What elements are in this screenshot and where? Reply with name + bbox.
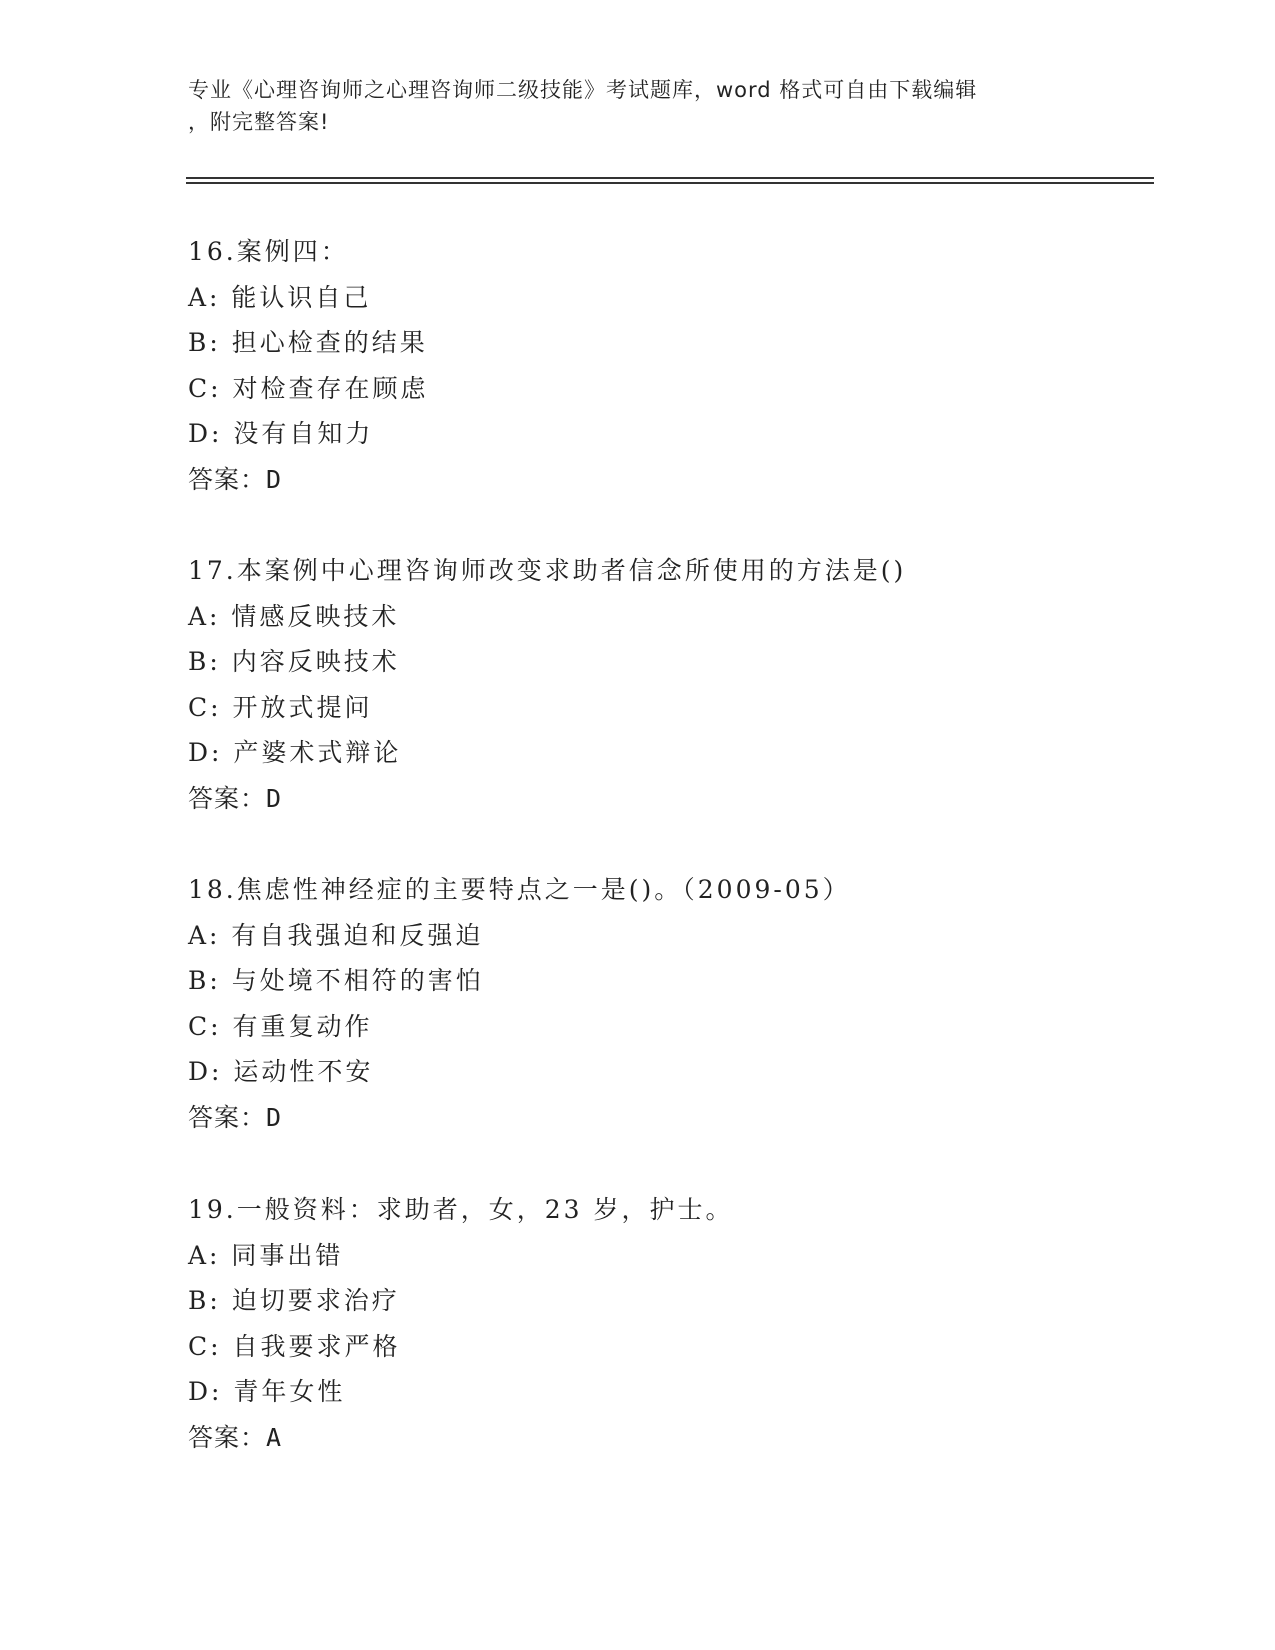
- answer-line: [188, 457, 1188, 503]
- option-a: A: 能认识自己: [188, 282, 372, 312]
- question-stem: 19.一般资料：求助者，女，23 岁，护士。: [188, 1195, 734, 1224]
- question-stem: 16.案例四：: [188, 237, 349, 266]
- option-c: C: 自我要求严格: [188, 1331, 401, 1361]
- option-a: A: 情感反映技术: [188, 601, 400, 631]
- option-b: B: 迫切要求治疗: [188, 1286, 400, 1316]
- option-d: D: 青年女性: [188, 1377, 346, 1407]
- header-line-2: ，附完整答案!: [188, 110, 330, 134]
- question-16: [188, 229, 1188, 503]
- answer-label: 答案：: [188, 1422, 267, 1452]
- option-c: C: 对检查存在顾虑: [188, 373, 429, 403]
- option-b: B: 担心检查的结果: [188, 328, 428, 358]
- answer-value: A: [266, 1422, 283, 1452]
- answer-line: [188, 1095, 1188, 1141]
- option-d: D: 没有自知力: [188, 419, 374, 449]
- question-18: [188, 867, 1188, 1141]
- option-a: A: 同事出错: [188, 1240, 344, 1270]
- answer-line: [188, 1415, 1188, 1461]
- answer-value: D: [266, 1102, 283, 1132]
- option-b: B: 内容反映技术: [188, 647, 400, 677]
- option-d: D: 产婆术式辩论: [188, 738, 402, 768]
- option-c: C: 有重复动作: [188, 1011, 373, 1041]
- question-19: [188, 1187, 1188, 1461]
- question-stem: 17.本案例中心理咨询师改变求助者信念所使用的方法是(): [188, 556, 907, 585]
- option-c: C: 开放式提问: [188, 692, 373, 722]
- answer-value: D: [266, 464, 283, 494]
- answer-value: D: [266, 783, 283, 813]
- answer-label: 答案：: [188, 783, 267, 813]
- answer-label: 答案：: [188, 464, 267, 494]
- answer-line: [188, 776, 1188, 822]
- option-d: D: 运动性不安: [188, 1057, 374, 1087]
- question-stem: 18.焦虑性神经症的主要特点之一是()。（2009-05）: [188, 875, 851, 904]
- header-divider-bottom: [186, 182, 1154, 184]
- document-header: [188, 74, 1088, 138]
- answer-label: 答案：: [188, 1102, 267, 1132]
- header-divider-top: [186, 177, 1154, 179]
- option-a: A: 有自我强迫和反强迫: [188, 920, 484, 950]
- header-line-1: 专业《心理咨询师之心理咨询师二级技能》考试题库，word 格式可自由下载编辑: [188, 78, 978, 102]
- option-b: B: 与处境不相符的害怕: [188, 966, 484, 996]
- question-17: [188, 548, 1188, 822]
